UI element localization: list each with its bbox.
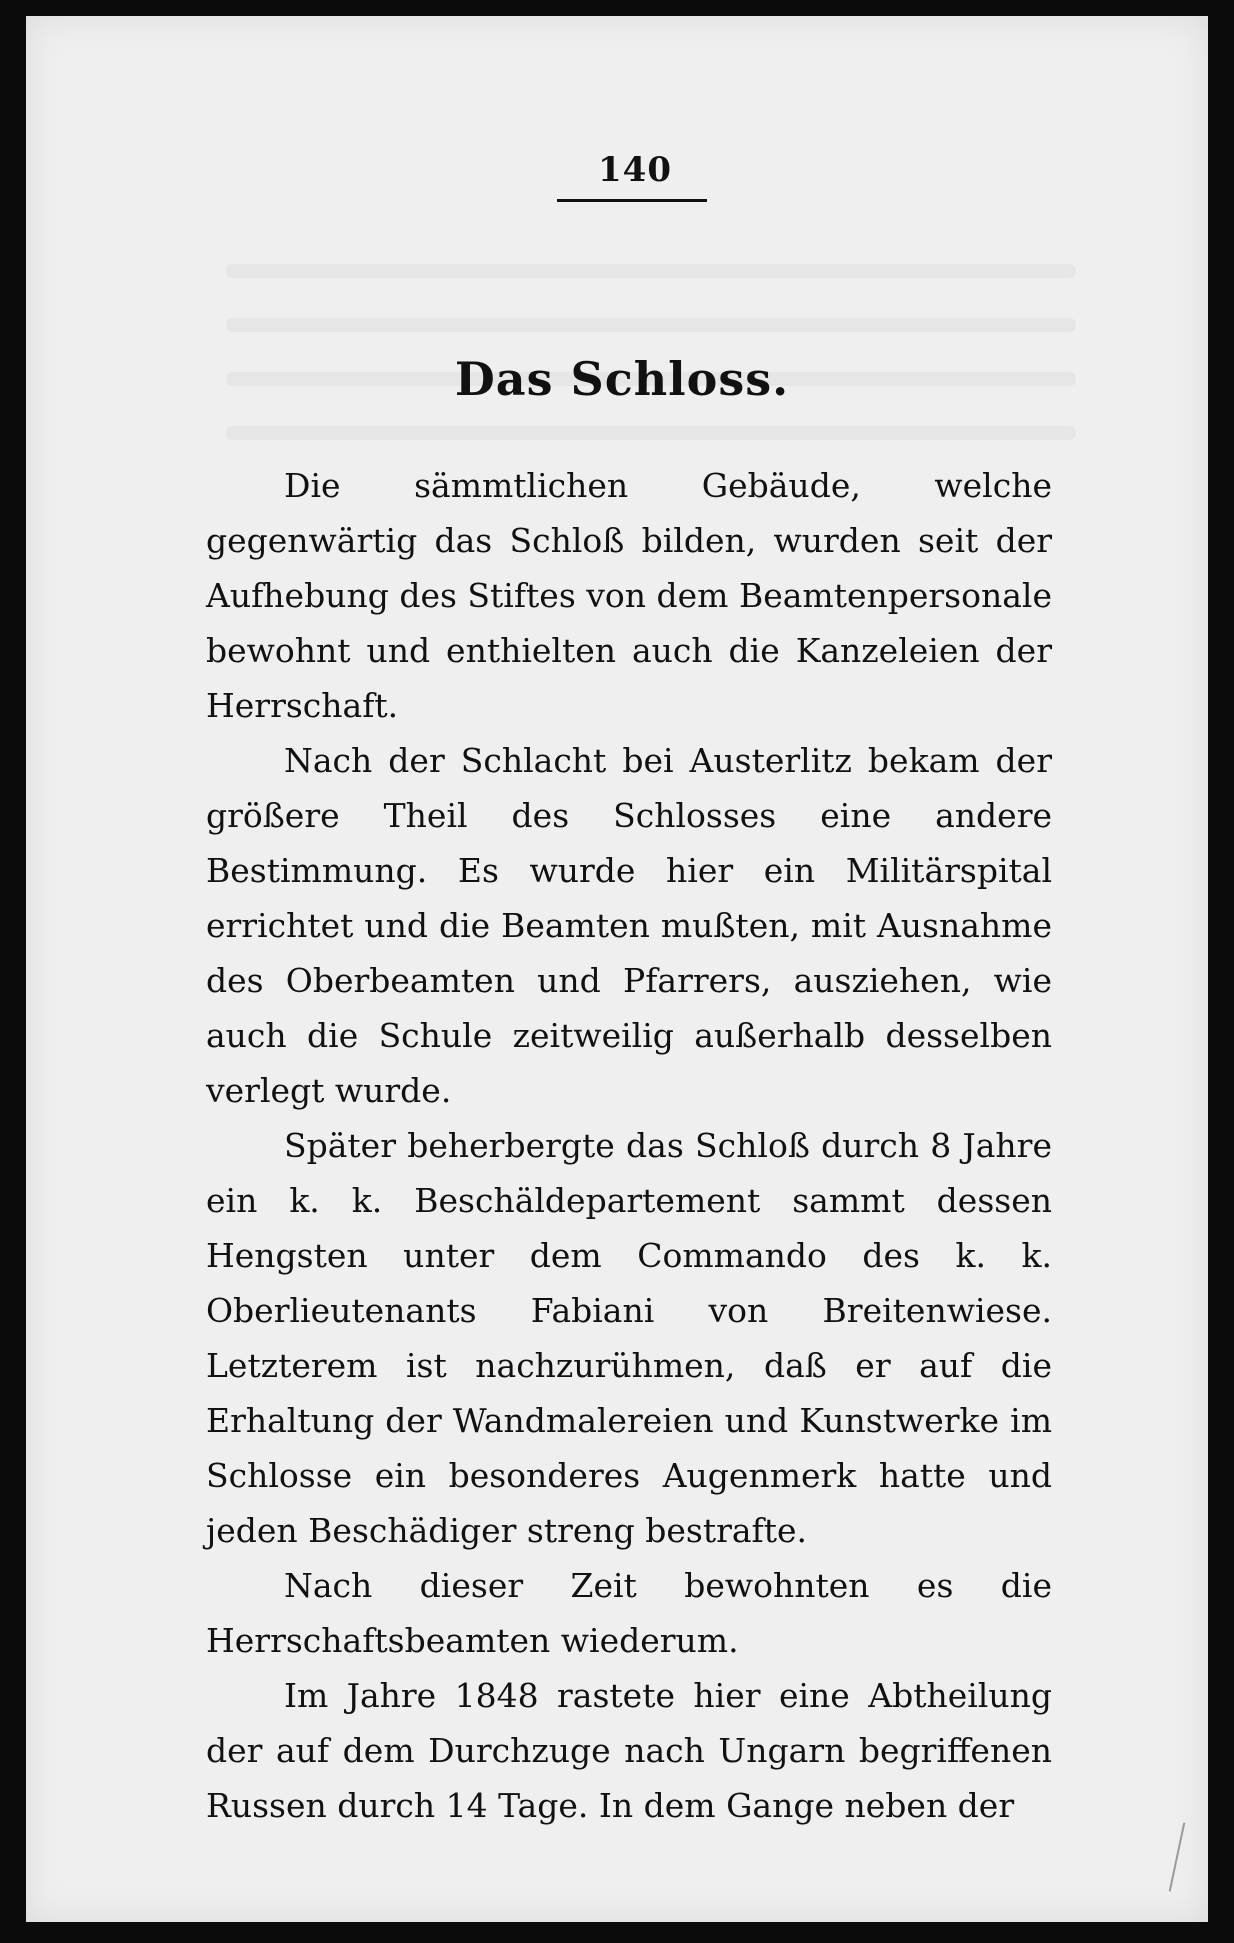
paragraph: Im Jahre 1848 rastete hier eine Abtheilung der auf dem Durchzuge nach Ungarn begriffenen Russen durch 14 Tage. In dem Gange neben der bbox=[206, 1676, 1052, 1825]
paragraph: Später beherbergte das Schloß durch 8 Jahre ein k. k. Beschäldepartement sammt dessen Hengsten unter dem Commando des k. k. Oberlieutenants Fabiani von Breitenwiese. Letzterem ist nachzurühmen, daß er auf die Erhaltung der Wandmalereien und Kunstwerke im Schlosse ein besonderes Augenmerk hatte und jeden Beschädiger streng bestrafte. bbox=[206, 1126, 1052, 1550]
bleed-through-line bbox=[226, 318, 1076, 332]
body-text bbox=[206, 458, 1052, 1833]
section-heading: Das Schloss. bbox=[454, 352, 790, 406]
bleed-through-line bbox=[226, 264, 1076, 278]
bleed-through-line bbox=[226, 426, 1076, 440]
paragraph: Nach der Schlacht bei Austerlitz bekam der größere Theil des Schlosses eine andere Bestimmung. Es wurde hier ein Militärspital errichtet und die Beamten mußten, mit Ausnahme des Oberbeamten und Pfarrers, ausziehen, wie auch die Schule zeitweilig außerhalb desselben verlegt wurde. bbox=[206, 741, 1052, 1110]
scan-mark bbox=[1169, 1823, 1186, 1892]
paragraph: Die sämmtlichen Gebäude, welche gegenwärtig das Schloß bilden, wurden seit der Aufhebung des Stiftes von dem Beamtenpersonale bewohnt und enthielten auch die Kanzeleien der Herrschaft. bbox=[206, 466, 1052, 725]
paragraph: Nach dieser Zeit bewohnten es die Herrschaftsbeamten wiederum. bbox=[206, 1566, 1052, 1660]
page-number: 140 bbox=[598, 150, 672, 190]
page-number-rule bbox=[557, 199, 707, 202]
